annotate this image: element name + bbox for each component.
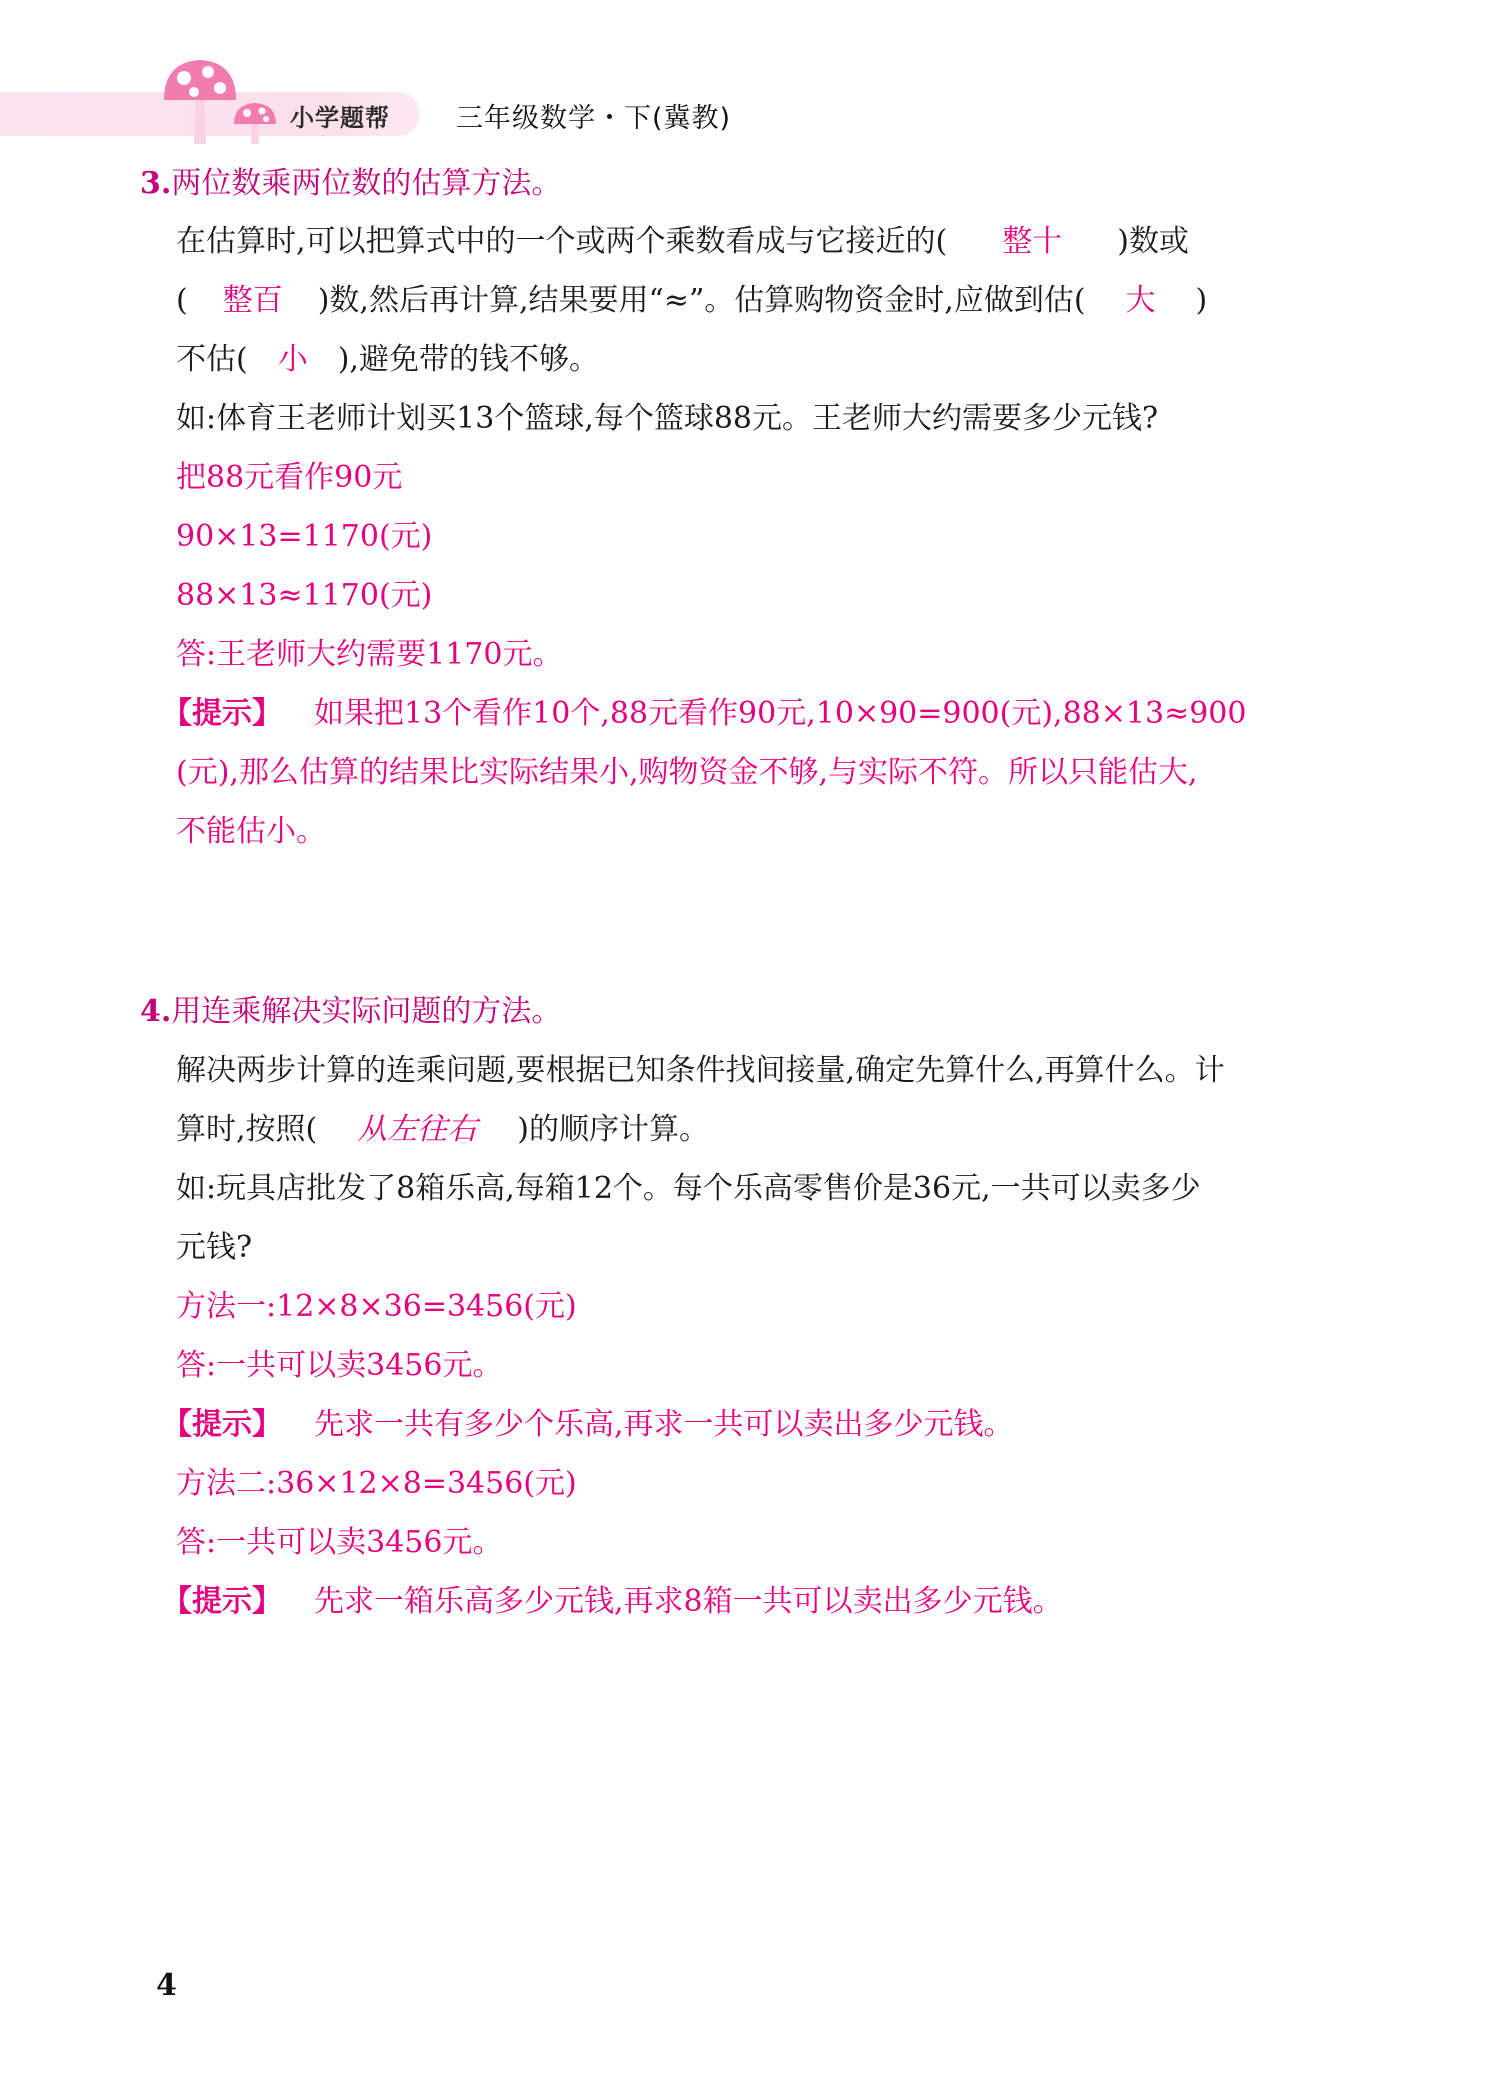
section3-title [140,158,561,202]
solution-line: 把88元看作90元 [176,460,403,495]
hint-text: 先求一共有多少个乐高,再求一共可以卖出多少元钱。 [314,1407,1014,1442]
section4-number: 4. [140,994,172,1029]
section3-number: 3. [140,166,172,201]
section4-para-line1: 解决两步计算的连乘问题,要根据已知条件找间接量,确定先算什么,再算什么。计 [176,1053,1225,1088]
section3-title-text: 两位数乘两位数的估算方法。 [171,166,562,201]
hint-text: 先求一箱乐高多少元钱,再求8箱一共可以卖出多少元钱。 [314,1584,1063,1619]
hint-label: 【提示】 [162,1407,282,1442]
mushroom-icon [160,56,240,146]
text-fragment: )数或 [1117,224,1189,259]
solution-line: 90×13=1170(元) [176,519,433,554]
text-fragment: 在估算时,可以把算式中的一个或两个乘数看成与它接近的( [176,224,948,259]
brand-label: 小学题帮 [290,104,390,132]
section3-para-line2 [176,275,1207,319]
method-line: 方法一:12×8×36=3456(元) [176,1289,577,1324]
answer-line: 答:一共可以卖3456元。 [176,1348,503,1383]
answer-blank: 整百 [222,283,283,318]
hint-text: (元),那么估算的结果比实际结果小,购物资金不够,与实际不符。所以只能估大, [176,755,1198,790]
answer-blank: 小 [277,342,308,377]
section4-title [140,986,561,1030]
text-fragment: )数,然后再计算,结果要用“≈”。估算购物资金时,应做到估( [317,283,1086,318]
text-fragment: ( [176,283,188,318]
section3-para-line1 [176,216,1189,260]
section4-example: 元钱? [176,1230,253,1265]
hint-label: 【提示】 [162,1584,282,1619]
answer-blank: 大 [1125,283,1156,318]
text-fragment: 不估( [176,342,248,377]
text-fragment: ) [1195,283,1208,318]
method-line: 方法二:36×12×8=3456(元) [176,1466,577,1501]
text-fragment: 算时,按照( [176,1112,318,1147]
section4-title-text: 用连乘解决实际问题的方法。 [171,994,562,1029]
hint-label: 【提示】 [162,696,282,731]
section3-example: 如:体育王老师计划买13个篮球,每个篮球88元。王老师大约需要多少元钱? [176,401,1159,436]
hint-text: 如果把13个看作10个,88元看作90元,10×90=900(元),88×13≈900 [314,696,1247,731]
answer-blank: 从左往右 [357,1112,478,1147]
text-fragment: ),避免带的钱不够。 [337,342,599,377]
solution-line: 88×13≈1170(元) [176,578,433,613]
text-fragment: )的顺序计算。 [517,1112,709,1147]
small-mushroom-icon [232,100,278,146]
page-number: 4 [156,1968,177,2003]
section3-para-line3 [176,334,599,378]
answer-line: 答:一共可以卖3456元。 [176,1525,503,1560]
book-title: 三年级数学・下(冀教) [456,103,732,134]
answer-line: 答:王老师大约需要1170元。 [176,637,563,672]
section4-example: 如:玩具店批发了8箱乐高,每箱12个。每个乐高零售价是36元,一共可以卖多少 [176,1171,1201,1206]
section4-para-line2 [176,1104,709,1148]
hint-text: 不能估小。 [176,814,326,849]
answer-blank: 整十 [1002,224,1063,259]
